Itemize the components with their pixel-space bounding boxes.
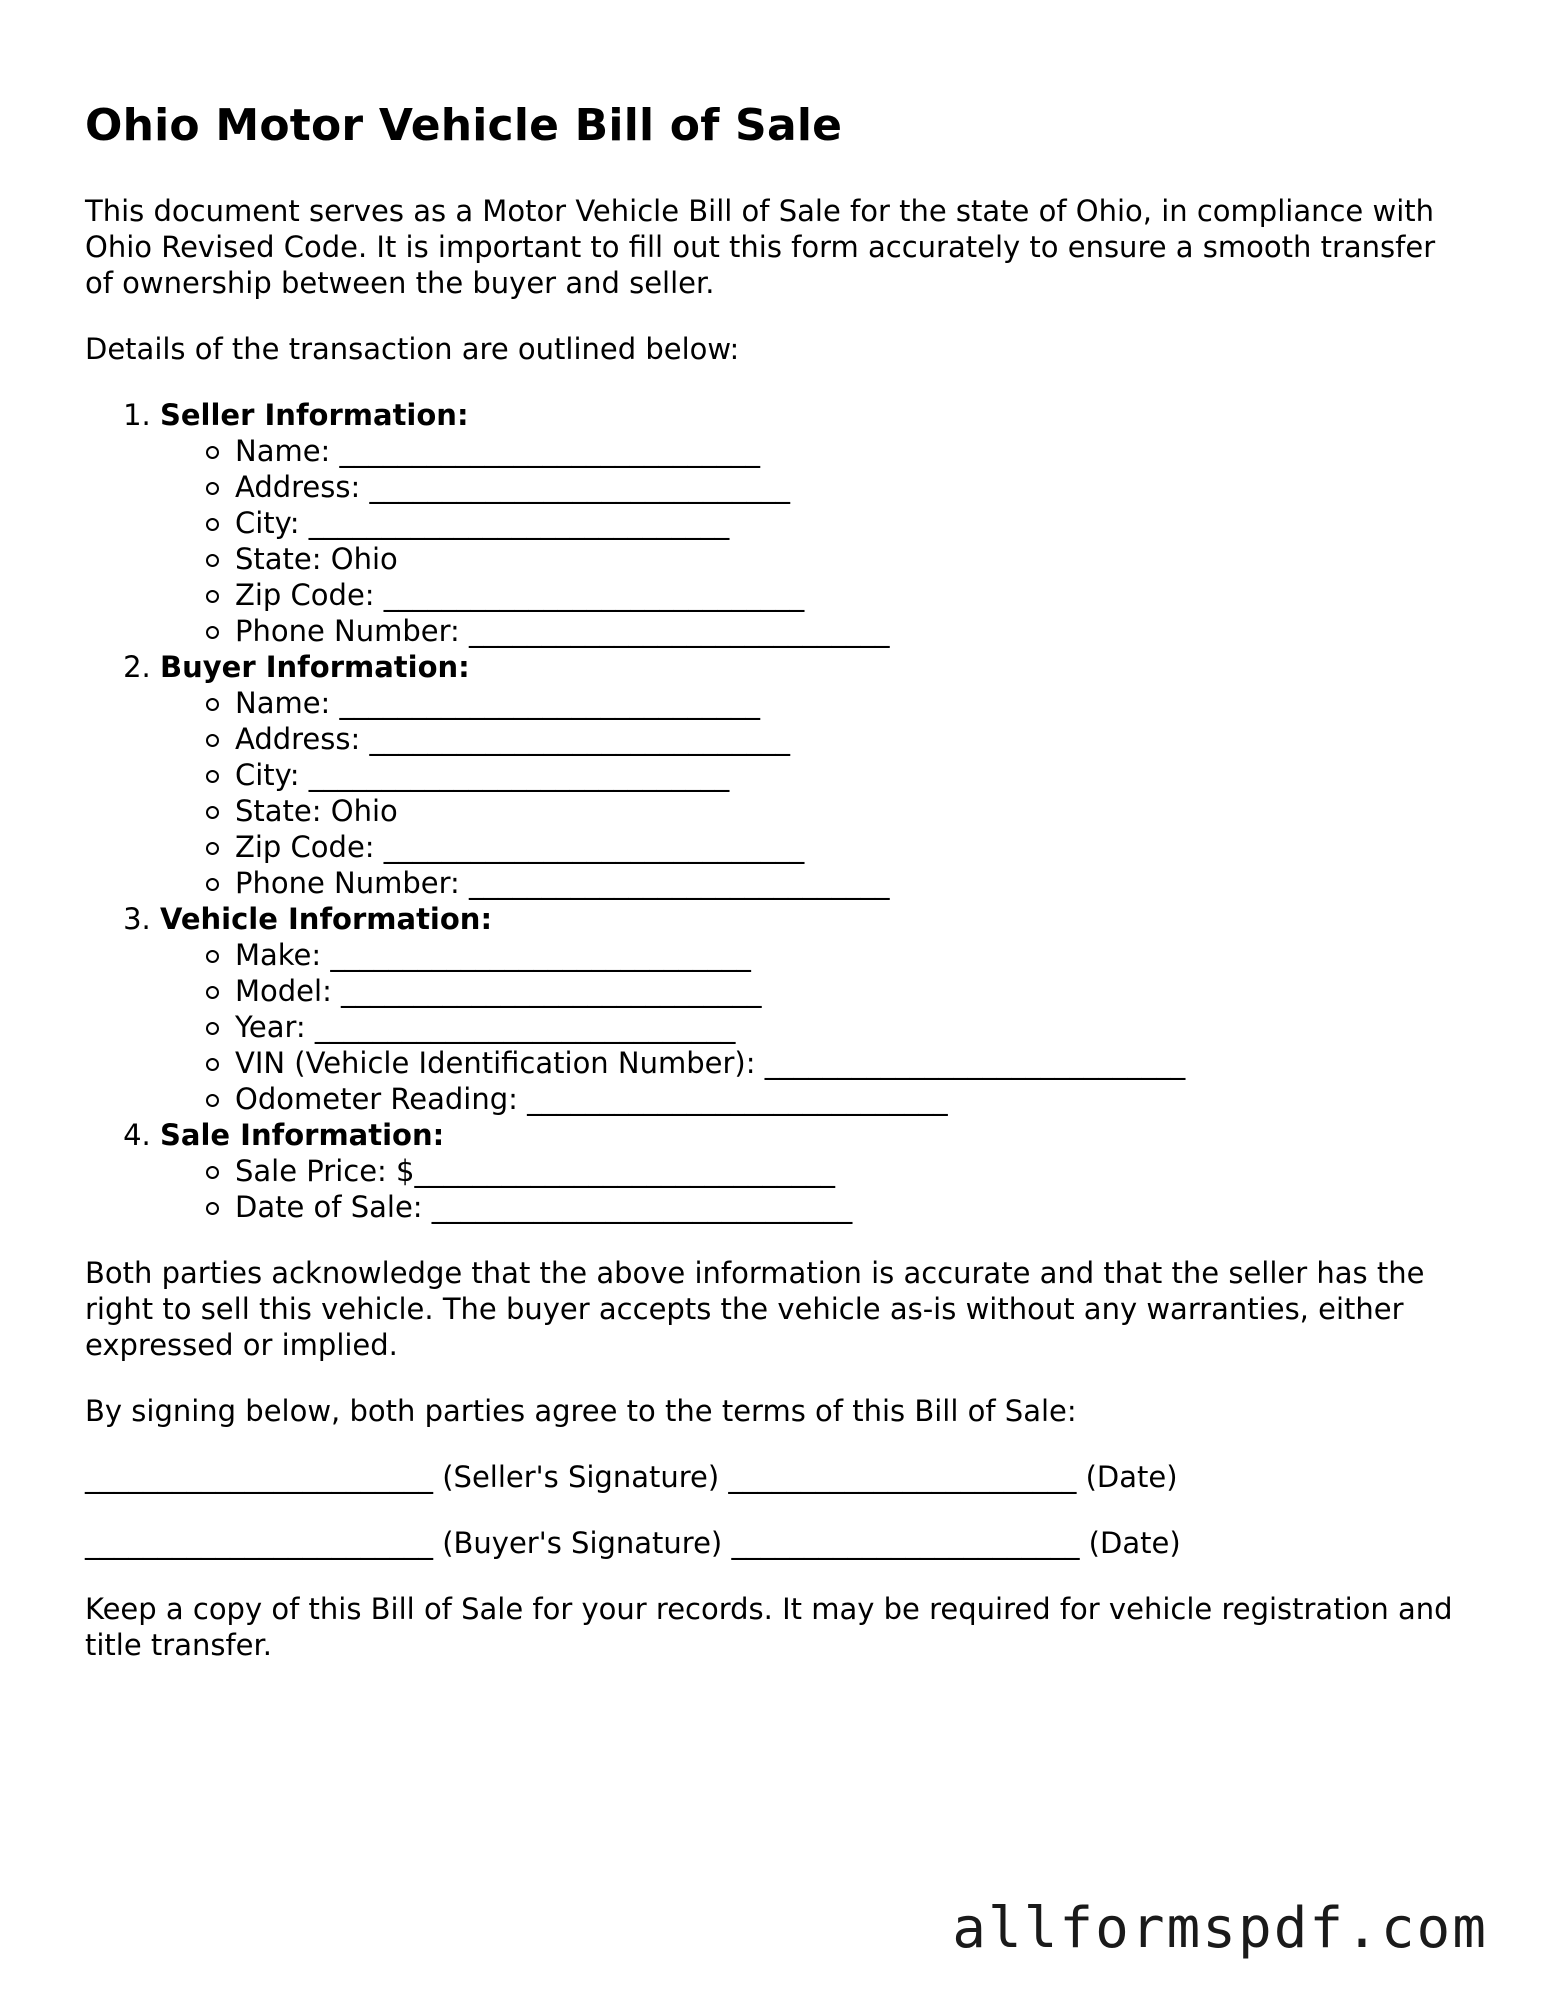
section-vehicle xyxy=(160,901,1465,1117)
signing-intro: By signing below, both parties agree to the terms of this Bill of Sale: xyxy=(85,1393,1077,1428)
buyer-fields xyxy=(160,685,1465,901)
buyer-signature-line[interactable]: ________________________ (Buyer's Signature) ________________________ (Date) xyxy=(85,1525,1181,1560)
document-title: Ohio Motor Vehicle Bill of Sale xyxy=(85,100,843,151)
vehicle-make-field[interactable]: Make: _____________________________ xyxy=(235,937,1465,973)
section-title: Buyer Information: xyxy=(160,649,470,684)
buyer-city-field[interactable]: City: _____________________________ xyxy=(235,757,1465,793)
section-title: Seller Information: xyxy=(160,397,469,432)
seller-signature-line[interactable]: ________________________ (Seller's Signature) ________________________ (Date) xyxy=(85,1459,1178,1494)
seller-city-field[interactable]: City: _____________________________ xyxy=(235,505,1465,541)
acknowledgement-paragraph: Both parties acknowledge that the above information is accurate and that the seller has the right to sell this vehicle. The buyer accepts the vehicle as-is without any warranties, either expressed or implied. xyxy=(85,1255,1425,1362)
section-buyer xyxy=(160,649,1465,901)
section-sale xyxy=(160,1117,1465,1225)
vehicle-model-field[interactable]: Model: _____________________________ xyxy=(235,973,1465,1009)
seller-name-field[interactable]: Name: _____________________________ xyxy=(235,433,1465,469)
keep-copy-note: Keep a copy of this Bill of Sale for your records. It may be required for vehicle registration and title transfer. xyxy=(85,1591,1453,1662)
section-seller xyxy=(160,397,1465,649)
watermark: allformspdf.com xyxy=(952,1896,1488,1961)
sale-price-field[interactable]: Sale Price: $_____________________________ xyxy=(235,1153,1465,1189)
document-page xyxy=(85,100,1465,1663)
buyer-name-field[interactable]: Name: _____________________________ xyxy=(235,685,1465,721)
buyer-phone-field[interactable]: Phone Number: _____________________________ xyxy=(235,865,1465,901)
vehicle-fields xyxy=(160,937,1465,1117)
seller-fields xyxy=(160,433,1465,649)
sections-list xyxy=(85,397,1465,1225)
sale-fields xyxy=(160,1153,1465,1225)
section-title: Sale Information: xyxy=(160,1117,445,1152)
sale-date-field[interactable]: Date of Sale: _____________________________ xyxy=(235,1189,1465,1225)
details-intro: Details of the transaction are outlined below: xyxy=(85,331,740,366)
buyer-state-field: State: Ohio xyxy=(235,793,1465,829)
seller-state-field: State: Ohio xyxy=(235,541,1465,577)
vehicle-odometer-field[interactable]: Odometer Reading: _____________________________ xyxy=(235,1081,1465,1117)
seller-phone-field[interactable]: Phone Number: _____________________________ xyxy=(235,613,1465,649)
section-title: Vehicle Information: xyxy=(160,901,493,936)
seller-zip-field[interactable]: Zip Code: _____________________________ xyxy=(235,577,1465,613)
buyer-address-field[interactable]: Address: _____________________________ xyxy=(235,721,1465,757)
vehicle-vin-field[interactable]: VIN (Vehicle Identification Number): _____________________________ xyxy=(235,1045,1465,1081)
vehicle-year-field[interactable]: Year: _____________________________ xyxy=(235,1009,1465,1045)
seller-address-field[interactable]: Address: _____________________________ xyxy=(235,469,1465,505)
buyer-zip-field[interactable]: Zip Code: _____________________________ xyxy=(235,829,1465,865)
intro-paragraph: This document serves as a Motor Vehicle Bill of Sale for the state of Ohio, in compliance with Ohio Revised Code. It is important to fill out this form accurately to ensure a smooth transfer of ownership between the buyer and seller. xyxy=(85,193,1436,300)
